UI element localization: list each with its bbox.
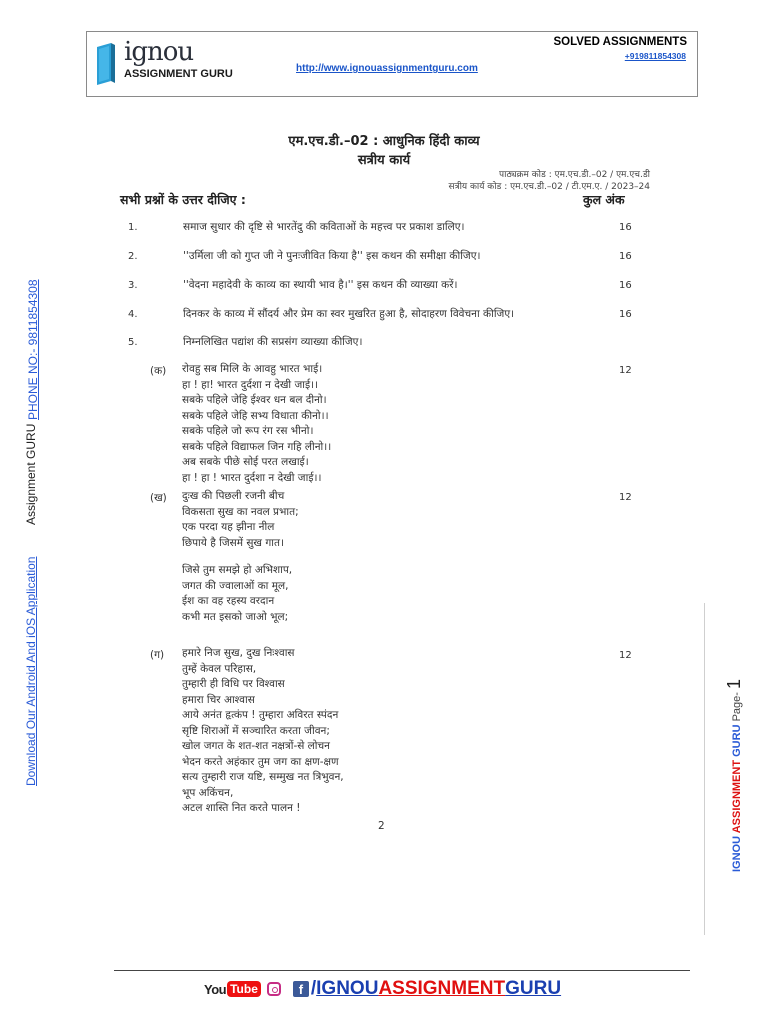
subpart-marks: 12 [619,365,632,376]
verse-line: एक परदा यह झीना नील [182,521,275,533]
verse-line: हा ! हा! भारत दुर्दशा न देखी जाई।। [182,378,319,391]
side-right-assignment: ASSIGNMENT [731,759,743,834]
verse-line: दुःख की पिछली रजनी बीच [182,490,285,502]
footer-slash: / [310,978,317,999]
logo-subtitle: ASSIGNMENT GURU [124,68,233,80]
question-text: ''वेदना महादेवी के काव्य का स्थायी भाव है।'' इस कथन की व्याख्या करें। [183,279,458,291]
subpart-label: (ख) [150,492,167,504]
course-code: पाठ्यक्रम कोड : एम.एच.डी.–02 / एम.एच.डी [499,170,650,180]
verse-line: छिपाये है जिसमें सुख गात। [182,536,284,549]
side-right-ignou: IGNOU [731,835,743,872]
verse-line: सृष्टि शिराओं में सञ्चारित करता जीवन; [182,724,330,737]
footer-handle-guru[interactable]: GURU [505,978,562,999]
verse-block [182,646,344,817]
header-phone-link[interactable]: +919811854308 [624,51,686,61]
footer-handle-ignou[interactable]: IGNOU [316,978,379,999]
document-page-number: 2 [378,820,385,832]
verse-line: सबके पहिले जो रूप रंग रस भीनो। [182,425,314,437]
subpart-marks: 12 [619,492,632,503]
question-text: निम्नलिखित पद्यांश की सप्रसंग व्याख्या कीजिए। [183,336,363,348]
assignment-code: सत्रीय कार्य कोड : एम.एच.डी.–02 / टी.एम.ए. / 2023–24 [448,182,650,192]
side-download-link[interactable]: Download Our Android And iOS Application [24,556,38,786]
subpart-label: (क) [150,365,167,377]
question-number: 5. [128,337,138,348]
verse-line: हमारा चिर आश्वास [182,693,255,706]
right-divider [704,603,705,935]
document-subtitle: सत्रीय कार्य [357,153,411,168]
verse-line: भूप अकिंचन, [182,786,234,799]
verse-line: जगत की ज्वालाओं का मूल, [182,579,289,592]
header-title: SOLVED ASSIGNMENTS [553,36,687,48]
verse-line: खोल जगत के शत-शत नक्षत्रों-से लोचन [182,740,330,752]
footer-handle-assignment[interactable]: ASSIGNMENT [378,978,506,999]
question-text: दिनकर के काव्य में सौंदर्य और प्रेम का स्वर मुखरित हुआ है, सोदाहरण विवेचना कीजिए। [183,308,515,320]
question-marks: 16 [619,280,632,291]
total-marks-label: कुल अंक [583,192,625,207]
verse-line: तुम्हें केवल परिहास, [182,662,257,675]
question-number: 1. [128,222,138,233]
facebook-icon[interactable]: f [293,981,309,997]
document-title: एम.एच.डी.–02 : आधुनिक हिंदी काव्य [288,134,480,149]
verse-block [182,362,331,486]
verse-line: भेदन करते अहंकार तुम जग का क्षण-क्षण [182,755,339,768]
side-right-guru: GURU [731,724,743,757]
instruction-text: सभी प्रश्नों के उत्तर दीजिए : [120,192,246,207]
verse-line [182,551,299,563]
side-brand-text: Assignment GURU [24,423,38,525]
website-link[interactable]: http://www.ignouassignmentguru.com [296,63,478,74]
question-marks: 16 [619,222,632,233]
verse-line: अटल शास्ति नित करते पालन ! [182,802,301,814]
verse-line: सबके पहिले विद्याफल जिन गहि लीनो।। [182,440,332,453]
logo-wordmark: ignou [124,37,194,67]
verse-line: जिसे तुम समझे हो अभिशाप, [182,564,293,576]
instagram-icon[interactable] [267,982,281,996]
side-right-branding [724,679,745,872]
question-number: 2. [128,251,138,262]
footer-social-bar [204,977,561,1001]
question-number: 4. [128,309,138,320]
verse-line: कभी मत इसको जाओ भूल; [182,610,289,623]
youtube-icon-text[interactable]: You [204,981,227,997]
book-logo-icon [95,41,117,87]
side-right-page-label: Page- [731,692,743,722]
verse-line: अब सबके पीछे सोई परत लखाई। [182,456,309,468]
verse-line: हा ! हा ! भारत दुर्दशा न देखी जाई।। [182,471,322,484]
question-number: 3. [128,280,138,291]
side-phone-link[interactable]: PHONE NO:- 9811854308 [26,279,40,420]
subpart-marks: 12 [619,650,632,661]
verse-line: हमारे निज सुख, दुख निःश्वास [182,647,295,659]
verse-line: तुम्हारी ही विधि पर विश्वास [182,678,285,690]
footer-divider [114,970,690,971]
question-marks: 16 [619,309,632,320]
question-marks: 16 [619,251,632,262]
verse-line: आये अनंत हृत्कंप ! तुम्हारा अविरत स्पंदन [182,709,339,721]
question-text: समाज सुधार की दृष्टि से भारतेंदु की कविताओं के महत्त्व पर प्रकाश डालिए। [183,221,465,233]
question-text: ''उर्मिला जी को गुप्त जी ने पुनःजीवित किया है'' इस कथन की समीक्षा कीजिए। [183,250,481,262]
youtube-icon[interactable]: Tube [227,981,261,997]
subpart-label: (ग) [150,649,165,661]
verse-line: रोवहु सब मिलि के आवहु भारत भाई। [182,363,323,375]
verse-line: सबके पहिले जेहि सभ्य विधाता कीनो।। [182,409,329,422]
verse-line: सत्य तुम्हारी राज यष्टि, सम्मुख नत त्रिभुवन, [182,771,344,783]
verse-block [182,489,299,625]
verse-line: सबके पहिले जेहि ईश्वर धन बल दीनो। [182,394,327,406]
side-right-page-number: 1 [724,678,744,689]
verse-line: विकसता सुख का नवल प्रभात; [182,505,299,518]
verse-line: ईश का वह रहस्य वरदान [182,595,275,607]
